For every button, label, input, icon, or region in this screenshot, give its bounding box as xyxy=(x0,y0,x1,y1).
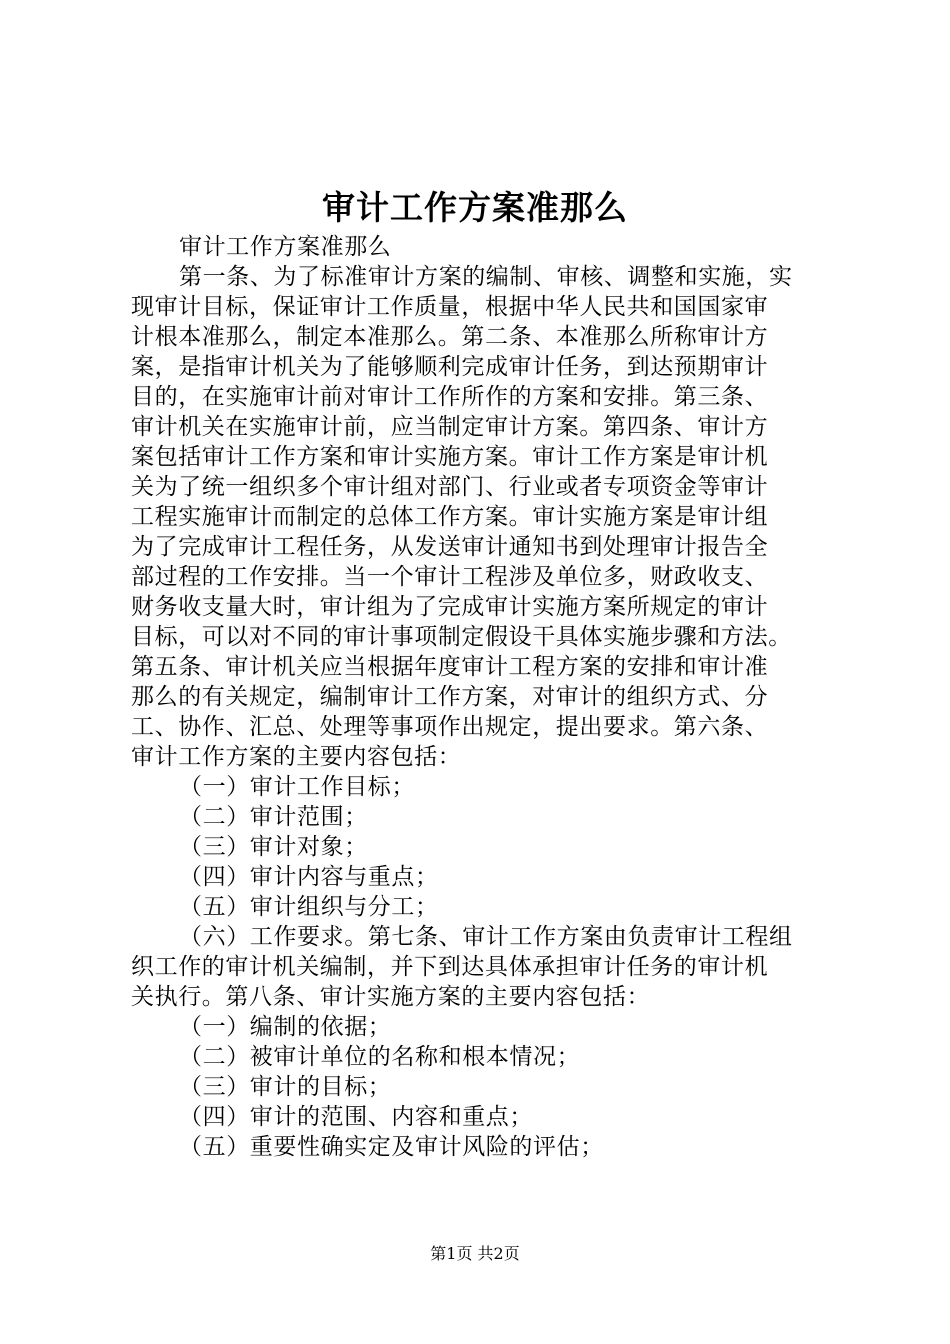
body-line: （三）审计对象； xyxy=(179,834,368,860)
body-line: 案，是指审计机关为了能够顺利完成审计任务，到达预期审计 xyxy=(131,354,769,380)
body-line: 关为了统一组织多个审计组对部门、行业或者专项资金等审计 xyxy=(131,474,769,500)
body-line: 工、协作、汇总、处理等事项作出规定，提出要求。第六条、 xyxy=(131,714,769,740)
body-line: 第五条、审计机关应当根据年度审计工程方案的安排和审计准 xyxy=(131,654,769,680)
body-line: 目的，在实施审计前对审计工作所作的方案和安排。第三条、 xyxy=(131,384,769,410)
body-line: （一）审计工作目标； xyxy=(179,774,415,800)
body-line: 现审计目标，保证审计工作质量，根据中华人民共和国国家审 xyxy=(131,294,769,320)
body-line: （六）工作要求。第七条、审计工作方案由负责审计工程组 xyxy=(179,924,793,950)
body-line: （五）重要性确实定及审计风险的评估； xyxy=(179,1134,604,1160)
body-line: 审计机关在实施审计前，应当制定审计方案。第四条、审计方 xyxy=(131,414,769,440)
body-line: （四）审计的范围、内容和重点； xyxy=(179,1104,533,1130)
body-line: （二）被审计单位的名称和根本情况； xyxy=(179,1044,581,1070)
body-line: 工程实施审计而制定的总体工作方案。审计实施方案是审计组 xyxy=(131,504,769,530)
page-footer: 第1页 共2页 xyxy=(430,1244,520,1263)
body-line: （四）审计内容与重点； xyxy=(179,864,439,890)
body-line: 审计工作方案准那么 xyxy=(179,234,392,260)
body-line: 关执行。第八条、审计实施方案的主要内容包括： xyxy=(131,984,651,1010)
document-body xyxy=(131,232,851,1162)
body-line: 计根本准那么，制定本准那么。第二条、本准那么所称审计方 xyxy=(131,324,769,350)
body-line: （一）编制的依据； xyxy=(179,1014,392,1040)
body-line: 为了完成审计工程任务，从发送审计通知书到处理审计报告全 xyxy=(131,534,769,560)
body-line: （三）审计的目标； xyxy=(179,1074,392,1100)
body-line: 织工作的审计机关编制，并下到达具体承担审计任务的审计机 xyxy=(131,954,769,980)
body-line: （五）审计组织与分工； xyxy=(179,894,439,920)
body-line: 部过程的工作安排。当一个审计工程涉及单位多，财政收支、 xyxy=(131,564,769,590)
body-line: 那么的有关规定，编制审计工作方案，对审计的组织方式、分 xyxy=(131,684,769,710)
body-line: （二）审计范围； xyxy=(179,804,368,830)
body-line: 财务收支量大时，审计组为了完成审计实施方案所规定的审计 xyxy=(131,594,769,620)
body-line: 目标，可以对不同的审计事项制定假设干具体实施步骤和方法。 xyxy=(131,624,792,650)
body-line: 案包括审计工作方案和审计实施方案。审计工作方案是审计机 xyxy=(131,444,769,470)
document-title: 审计工作方案准那么 xyxy=(322,188,628,227)
body-line: 审计工作方案的主要内容包括： xyxy=(131,744,462,770)
body-line: 第一条、为了标准审计方案的编制、审核、调整和实施，实 xyxy=(179,264,793,290)
